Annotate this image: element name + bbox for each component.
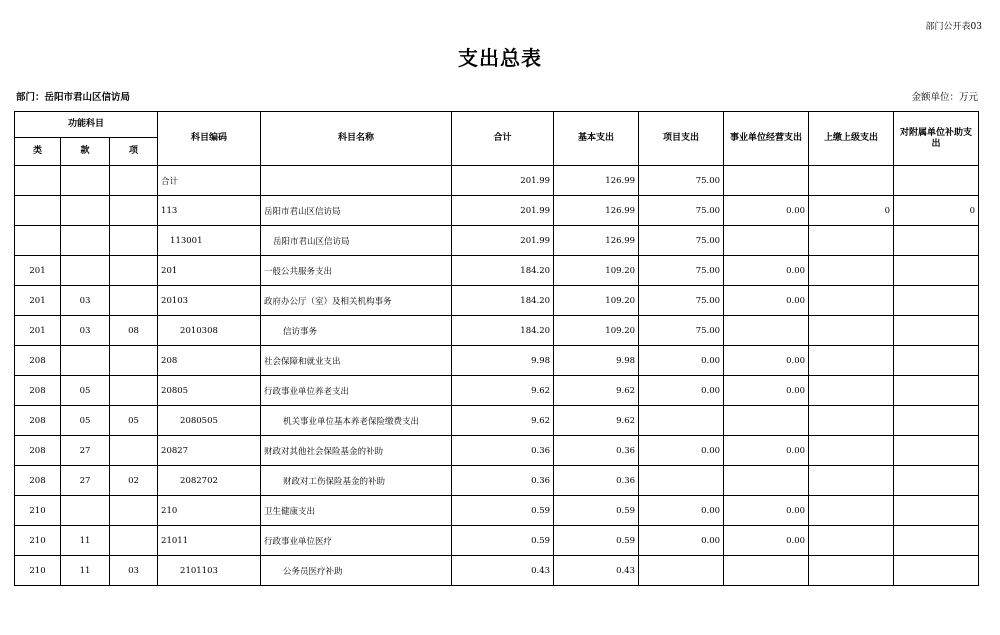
upper-cell: 0 — [809, 196, 894, 226]
total-cell: 0.59 — [452, 526, 554, 556]
code-cell: 2010308 — [158, 316, 261, 346]
code-header: 科目编码 — [158, 112, 261, 166]
basic-cell: 0.59 — [554, 496, 639, 526]
lei-cell: 208 — [15, 376, 61, 406]
table-row — [15, 496, 979, 526]
table-row — [15, 436, 979, 466]
total-cell: 0.59 — [452, 496, 554, 526]
table-body — [15, 166, 979, 586]
business-cell — [724, 166, 809, 196]
lei-cell — [15, 226, 61, 256]
code-cell: 20103 — [158, 286, 261, 316]
basic-cell: 9.62 — [554, 406, 639, 436]
business-cell: 0.00 — [724, 196, 809, 226]
name-header: 科目名称 — [261, 112, 452, 166]
lei-cell: 210 — [15, 526, 61, 556]
xiang-cell — [110, 166, 158, 196]
subsidy-cell — [894, 166, 979, 196]
kuan-cell: 03 — [61, 316, 110, 346]
upper-header: 上缴上级支出 — [809, 112, 894, 166]
amount-unit-label: 金额单位：万元 — [911, 92, 978, 103]
kuan-cell — [61, 196, 110, 226]
kuan-cell — [61, 226, 110, 256]
subsidy-cell — [894, 526, 979, 556]
code-cell: 20827 — [158, 436, 261, 466]
project-cell: 75.00 — [639, 256, 724, 286]
subsidy-cell — [894, 226, 979, 256]
xiang-cell — [110, 346, 158, 376]
name-cell: 信访事务 — [261, 316, 452, 346]
project-header: 项目支出 — [639, 112, 724, 166]
code-cell: 208 — [158, 346, 261, 376]
name-cell: 卫生健康支出 — [261, 496, 452, 526]
code-cell: 21011 — [158, 526, 261, 556]
department-label: 部门：岳阳市君山区信访局 — [16, 92, 131, 103]
expenditure-table — [14, 111, 979, 586]
table-row — [15, 256, 979, 286]
subsidy-cell — [894, 406, 979, 436]
kuan-cell: 27 — [61, 466, 110, 496]
upper-cell — [809, 166, 894, 196]
table-row — [15, 406, 979, 436]
business-header: 事业单位经营支出 — [724, 112, 809, 166]
lei-cell: 208 — [15, 436, 61, 466]
xiang-cell: 03 — [110, 556, 158, 586]
table-row — [15, 526, 979, 556]
table-row — [15, 556, 979, 586]
name-cell: 财政对工伤保险基金的补助 — [261, 466, 452, 496]
total-cell: 201.99 — [452, 196, 554, 226]
lei-cell: 201 — [15, 256, 61, 286]
total-cell: 9.62 — [452, 376, 554, 406]
code-cell: 2101103 — [158, 556, 261, 586]
table-row — [15, 376, 979, 406]
lei-cell: 208 — [15, 346, 61, 376]
xiang-cell: 02 — [110, 466, 158, 496]
project-cell — [639, 466, 724, 496]
upper-cell — [809, 256, 894, 286]
total-cell: 184.20 — [452, 286, 554, 316]
xiang-cell — [110, 496, 158, 526]
total-cell: 201.99 — [452, 226, 554, 256]
page-title: 支出总表 — [458, 46, 542, 70]
basic-cell: 0.43 — [554, 556, 639, 586]
code-cell: 113 — [158, 196, 261, 226]
project-cell: 0.00 — [639, 526, 724, 556]
total-cell: 0.36 — [452, 466, 554, 496]
upper-cell — [809, 376, 894, 406]
basic-cell: 126.99 — [554, 196, 639, 226]
table-row — [15, 166, 979, 196]
project-cell: 0.00 — [639, 346, 724, 376]
name-cell: 岳阳市君山区信访局 — [261, 196, 452, 226]
kuan-cell: 05 — [61, 376, 110, 406]
upper-cell — [809, 316, 894, 346]
form-code: 部门公开表03 — [925, 22, 982, 32]
kuan-cell: 05 — [61, 406, 110, 436]
kuan-cell — [61, 256, 110, 286]
upper-cell — [809, 466, 894, 496]
subsidy-cell — [894, 316, 979, 346]
business-cell — [724, 316, 809, 346]
name-cell: 行政事业单位医疗 — [261, 526, 452, 556]
upper-cell — [809, 556, 894, 586]
business-cell: 0.00 — [724, 526, 809, 556]
name-cell: 一般公共服务支出 — [261, 256, 452, 286]
business-cell — [724, 406, 809, 436]
total-cell: 0.43 — [452, 556, 554, 586]
table-row — [15, 226, 979, 256]
kuan-cell — [61, 166, 110, 196]
business-cell: 0.00 — [724, 286, 809, 316]
xiang-cell — [110, 286, 158, 316]
xiang-header: 项 — [110, 138, 158, 166]
upper-cell — [809, 346, 894, 376]
lei-cell: 201 — [15, 316, 61, 346]
total-cell: 184.20 — [452, 256, 554, 286]
total-cell: 0.36 — [452, 436, 554, 466]
upper-cell — [809, 436, 894, 466]
kuan-cell: 11 — [61, 556, 110, 586]
xiang-cell — [110, 256, 158, 286]
lei-cell — [15, 166, 61, 196]
name-cell: 财政对其他社会保险基金的补助 — [261, 436, 452, 466]
upper-cell — [809, 526, 894, 556]
lei-cell: 210 — [15, 556, 61, 586]
code-cell: 2082702 — [158, 466, 261, 496]
kuan-cell: 03 — [61, 286, 110, 316]
lei-cell: 208 — [15, 466, 61, 496]
basic-cell: 109.20 — [554, 286, 639, 316]
func-subject-header: 功能科目 — [15, 112, 158, 138]
name-cell: 机关事业单位基本养老保险缴费支出 — [261, 406, 452, 436]
upper-cell — [809, 226, 894, 256]
name-cell: 岳阳市君山区信访局 — [261, 226, 452, 256]
business-cell — [724, 556, 809, 586]
total-cell: 201.99 — [452, 166, 554, 196]
xiang-cell — [110, 196, 158, 226]
code-cell: 2080505 — [158, 406, 261, 436]
kuan-cell: 11 — [61, 526, 110, 556]
subsidy-cell: 0 — [894, 196, 979, 226]
project-cell: 75.00 — [639, 286, 724, 316]
lei-cell: 208 — [15, 406, 61, 436]
xiang-cell: 05 — [110, 406, 158, 436]
project-cell: 0.00 — [639, 376, 724, 406]
kuan-cell — [61, 346, 110, 376]
business-cell — [724, 226, 809, 256]
basic-cell: 109.20 — [554, 256, 639, 286]
project-cell: 75.00 — [639, 166, 724, 196]
basic-cell: 0.36 — [554, 436, 639, 466]
xiang-cell — [110, 226, 158, 256]
basic-cell: 0.59 — [554, 526, 639, 556]
upper-cell — [809, 406, 894, 436]
business-cell: 0.00 — [724, 496, 809, 526]
code-cell: 20805 — [158, 376, 261, 406]
subsidy-cell — [894, 466, 979, 496]
xiang-cell — [110, 376, 158, 406]
basic-cell: 9.98 — [554, 346, 639, 376]
table-row — [15, 196, 979, 226]
subsidy-cell — [894, 556, 979, 586]
basic-cell: 109.20 — [554, 316, 639, 346]
subsidy-header: 对附属单位补助支出 — [894, 112, 979, 166]
total-cell: 9.98 — [452, 346, 554, 376]
lei-cell: 201 — [15, 286, 61, 316]
name-cell — [261, 166, 452, 196]
table-row — [15, 466, 979, 496]
project-cell: 0.00 — [639, 496, 724, 526]
upper-cell — [809, 496, 894, 526]
code-cell: 210 — [158, 496, 261, 526]
xiang-cell: 08 — [110, 316, 158, 346]
kuan-header: 款 — [61, 138, 110, 166]
subsidy-cell — [894, 436, 979, 466]
xiang-cell — [110, 526, 158, 556]
project-cell: 75.00 — [639, 196, 724, 226]
xiang-cell — [110, 436, 158, 466]
table-row — [15, 346, 979, 376]
project-cell: 75.00 — [639, 316, 724, 346]
business-cell: 0.00 — [724, 376, 809, 406]
total-header: 合计 — [452, 112, 554, 166]
kuan-cell: 27 — [61, 436, 110, 466]
basic-cell: 126.99 — [554, 226, 639, 256]
project-cell — [639, 406, 724, 436]
subsidy-cell — [894, 496, 979, 526]
business-cell: 0.00 — [724, 256, 809, 286]
project-cell: 75.00 — [639, 226, 724, 256]
total-cell: 9.62 — [452, 406, 554, 436]
code-cell: 201 — [158, 256, 261, 286]
business-cell: 0.00 — [724, 346, 809, 376]
total-cell: 184.20 — [452, 316, 554, 346]
basic-cell: 9.62 — [554, 376, 639, 406]
lei-cell: 210 — [15, 496, 61, 526]
subsidy-cell — [894, 376, 979, 406]
kuan-cell — [61, 496, 110, 526]
business-cell: 0.00 — [724, 436, 809, 466]
lei-header: 类 — [15, 138, 61, 166]
subsidy-cell — [894, 256, 979, 286]
basic-cell: 0.36 — [554, 466, 639, 496]
code-cell: 113001 — [158, 226, 261, 256]
name-cell: 社会保障和就业支出 — [261, 346, 452, 376]
project-cell: 0.00 — [639, 436, 724, 466]
name-cell: 公务员医疗补助 — [261, 556, 452, 586]
basic-header: 基本支出 — [554, 112, 639, 166]
upper-cell — [809, 286, 894, 316]
subsidy-cell — [894, 286, 979, 316]
lei-cell — [15, 196, 61, 226]
table-row — [15, 286, 979, 316]
business-cell — [724, 466, 809, 496]
project-cell — [639, 556, 724, 586]
name-cell: 行政事业单位养老支出 — [261, 376, 452, 406]
code-cell: 合计 — [158, 166, 261, 196]
name-cell: 政府办公厅（室）及相关机构事务 — [261, 286, 452, 316]
basic-cell: 126.99 — [554, 166, 639, 196]
subsidy-cell — [894, 346, 979, 376]
table-row — [15, 316, 979, 346]
